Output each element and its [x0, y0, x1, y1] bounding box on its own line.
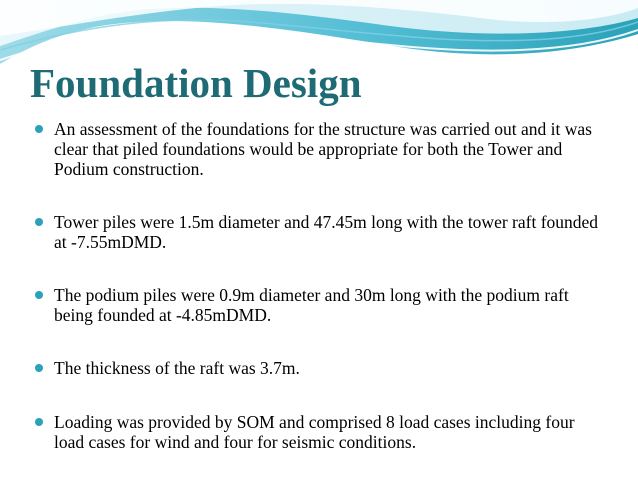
bullet-dot-icon	[35, 125, 43, 133]
bullet-text: Tower piles were 1.5m diameter and 47.45m long with the tower raft founded at -7.55mDMD.	[54, 212, 599, 252]
bullet-dot-icon	[35, 291, 43, 299]
bullet-text: Loading was provided by SOM and comprised 8 load cases including four load cases for wind and four for seismic conditions.	[54, 412, 575, 452]
bullet-text: An assessment of the foundations for the structure was carried out and it was clear that piled foundations would be appropriate for both the Tower and Podium construction.	[54, 119, 592, 179]
bullet-list	[34, 119, 604, 452]
bullet-text: The thickness of the raft was 3.7m.	[54, 358, 300, 378]
bullet-dot-icon	[35, 364, 43, 372]
bullet-item	[34, 285, 604, 325]
bullet-item	[34, 119, 604, 179]
bullet-text: The podium piles were 0.9m diameter and 30m long with the podium raft being founded at -4.85mDMD.	[54, 285, 569, 325]
bullet-dot-icon	[35, 218, 43, 226]
bullet-dot-icon	[35, 418, 43, 426]
bullet-item	[34, 358, 604, 378]
bullet-item	[34, 412, 604, 452]
slide-title: Foundation Design	[30, 60, 362, 106]
bullet-item	[34, 212, 604, 252]
